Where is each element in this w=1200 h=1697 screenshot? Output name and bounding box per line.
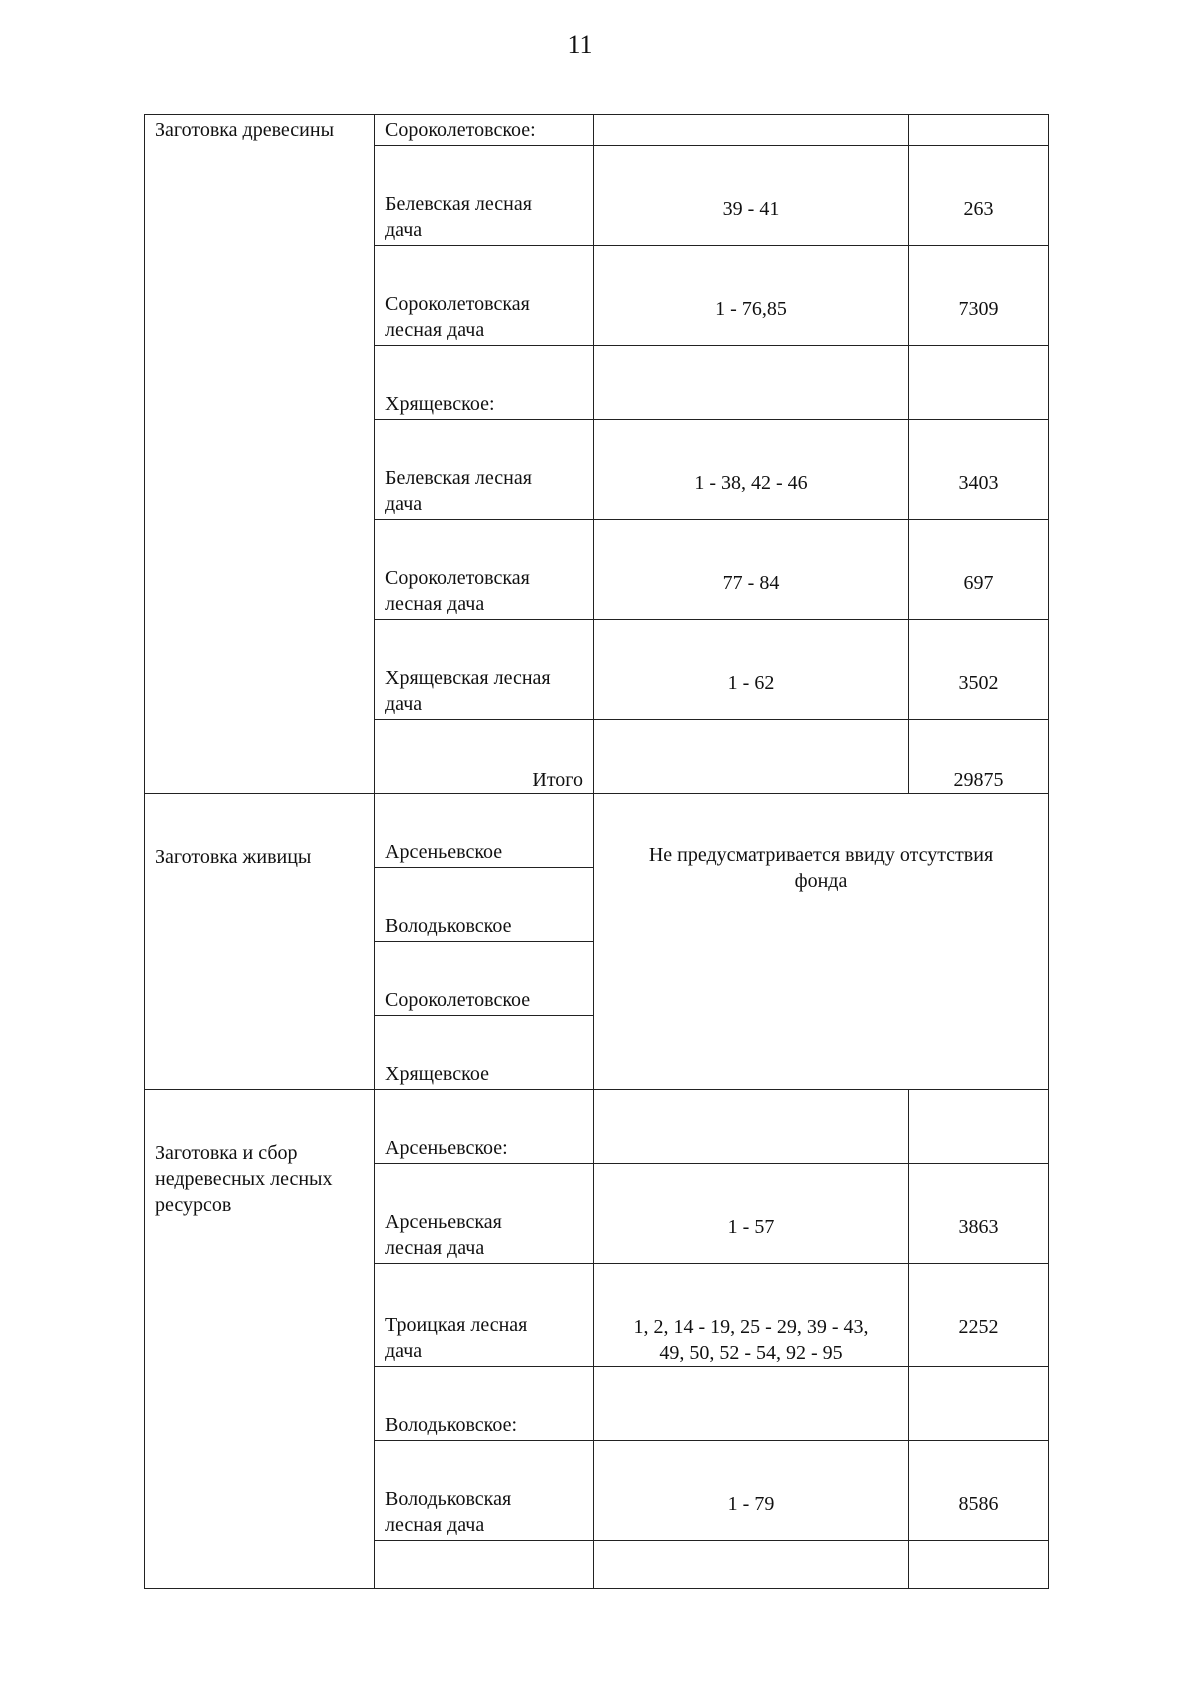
area-cell: 7309 xyxy=(909,246,1049,346)
activity-label: Заготовка древесины xyxy=(155,119,335,141)
empty-cell xyxy=(594,1541,909,1589)
note-cell: Не предусматривается ввиду отсутствия фонда xyxy=(594,794,1049,1090)
area-cell: 697 xyxy=(909,520,1049,620)
area-cell: 3863 xyxy=(909,1164,1049,1264)
activity-cell: Заготовка и сбор недревесных лесных ресурсов xyxy=(145,1090,375,1589)
quarters-cell xyxy=(594,1367,909,1441)
empty-cell xyxy=(375,1541,594,1589)
area-cell: 3403 xyxy=(909,420,1049,520)
area-cell: 3502 xyxy=(909,620,1049,720)
district-cell: Сороколетовское: xyxy=(375,115,594,146)
forest-dacha-cell: Хрящевская лесная дача xyxy=(375,620,594,720)
forest-dacha-cell: Володьковская лесная дача xyxy=(375,1441,594,1541)
quarters-cell xyxy=(594,1090,909,1164)
quarters-cell: 77 - 84 xyxy=(594,520,909,620)
district-cell: Володьковское: xyxy=(375,1367,594,1441)
area-cell xyxy=(909,115,1049,146)
quarters-cell: 1 - 62 xyxy=(594,620,909,720)
empty-cell xyxy=(909,1541,1049,1589)
forest-use-table xyxy=(144,114,1049,1589)
area-cell xyxy=(909,1090,1049,1164)
quarters-cell xyxy=(594,720,909,794)
table-row xyxy=(145,1090,1049,1164)
activity-label: Заготовка живицы xyxy=(155,846,312,868)
total-label: Итого xyxy=(375,720,594,794)
district-cell: Хрящевское xyxy=(375,1016,594,1090)
quarters-cell: 1 - 76,85 xyxy=(594,246,909,346)
quarters-cell xyxy=(594,346,909,420)
area-cell xyxy=(909,346,1049,420)
district-cell: Хрящевское: xyxy=(375,346,594,420)
forest-dacha-cell: Троицкая лесная дача xyxy=(375,1264,594,1367)
forest-dacha-cell: Сороколетовская лесная дача xyxy=(375,520,594,620)
quarters-cell xyxy=(594,115,909,146)
table-row xyxy=(145,115,1049,146)
district-cell: Арсеньевское: xyxy=(375,1090,594,1164)
forest-dacha-cell: Белевская лесная дача xyxy=(375,420,594,520)
forest-dacha-cell: Белевская лесная дача xyxy=(375,146,594,246)
forest-dacha-cell: Сороколетовская лесная дача xyxy=(375,246,594,346)
quarters-cell: 1 - 38, 42 - 46 xyxy=(594,420,909,520)
activity-cell xyxy=(145,794,375,1090)
district-cell: Сороколетовское xyxy=(375,942,594,1016)
area-cell xyxy=(909,1367,1049,1441)
quarters-cell: 1, 2, 14 - 19, 25 - 29, 39 - 43, 49, 50, 52 - 54, 92 - 95 xyxy=(594,1264,909,1367)
quarters-cell: 39 - 41 xyxy=(594,146,909,246)
activity-cell xyxy=(145,115,375,794)
forest-dacha-cell: Арсеньевская лесная дача xyxy=(375,1164,594,1264)
page-number: 11 xyxy=(567,30,593,59)
area-cell: 263 xyxy=(909,146,1049,246)
quarters-cell: 1 - 79 xyxy=(594,1441,909,1541)
area-cell: 8586 xyxy=(909,1441,1049,1541)
total-value: 29875 xyxy=(909,720,1049,794)
activity-label: Заготовка и сбор xyxy=(155,1142,298,1164)
quarters-cell: 1 - 57 xyxy=(594,1164,909,1264)
area-cell: 2252 xyxy=(909,1264,1049,1367)
table-row xyxy=(145,794,1049,868)
district-cell: Володьковское xyxy=(375,868,594,942)
district-cell: Арсеньевское xyxy=(375,794,594,868)
